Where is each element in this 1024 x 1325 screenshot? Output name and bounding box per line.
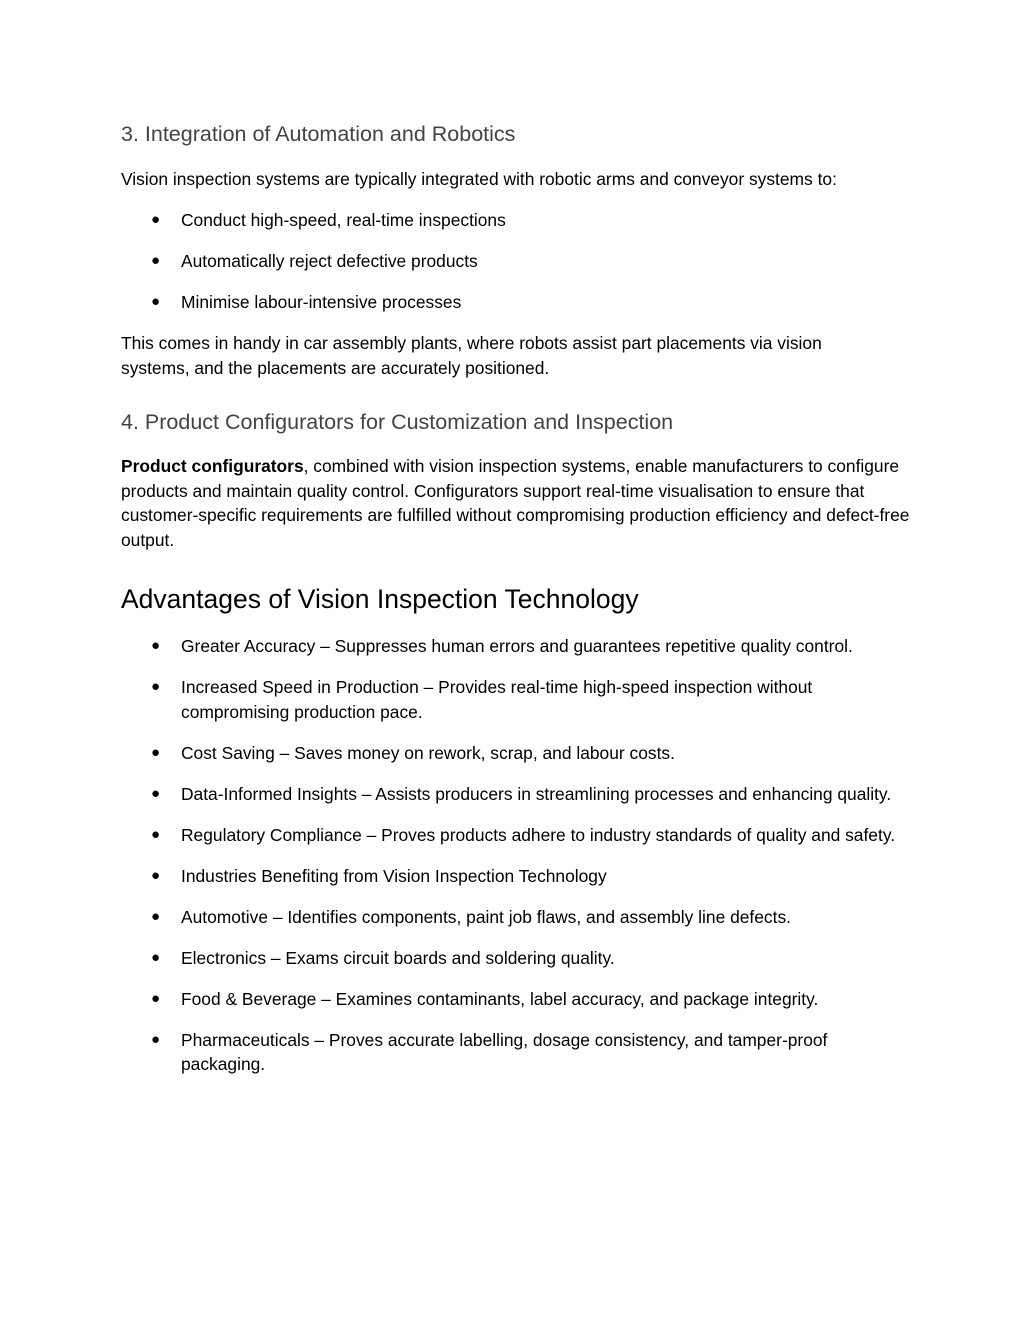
list-item	[121, 905, 911, 930]
list-item	[121, 1028, 911, 1077]
list-item	[121, 249, 901, 274]
list-item-text: Greater Accuracy – Suppresses human errors and guarantees repetitive quality control.	[181, 636, 853, 656]
list-item	[121, 290, 901, 315]
list-item-text: Data-Informed Insights – Assists producers in streamlining processes and enhancing quality.	[181, 783, 892, 804]
list-item-text: Pharmaceuticals – Proves accurate labelling, dosage consistency, and tamper-proof packaging.	[181, 1029, 828, 1074]
section3-bullet-list	[121, 208, 901, 315]
list-item	[121, 675, 911, 724]
list-item-text: Conduct high-speed, real-time inspections	[181, 210, 506, 230]
list-item-text: Automatically reject defective products	[181, 251, 478, 271]
list-item-text: Regulatory Compliance – Proves products adhere to industry standards of quality and safety.	[181, 824, 896, 845]
list-item	[121, 946, 911, 971]
list-item	[121, 864, 911, 889]
list-item	[121, 823, 911, 848]
bullet-icon: ●	[151, 784, 161, 802]
list-item	[121, 782, 911, 807]
section-heading-advantages: Advantages of Vision Inspection Technology	[121, 584, 639, 614]
section-heading-automation-robotics: 3. Integration of Automation and Robotics	[121, 122, 516, 146]
section3-intro-paragraph: Vision inspection systems are typically integrated with robotic arms and conveyor systems to:	[121, 169, 837, 189]
bullet-icon: ●	[151, 252, 161, 269]
bullet-icon: ●	[151, 866, 161, 884]
list-item	[121, 208, 901, 233]
list-item	[121, 987, 911, 1012]
bullet-icon: ●	[151, 1030, 161, 1048]
list-item-text: Industries Benefiting from Vision Inspection Technology	[181, 865, 607, 886]
list-item	[121, 634, 911, 659]
section3-body-paragraph: This comes in handy in car assembly plants, where robots assist part placements via vision systems, and the placements are accurately positioned.	[121, 333, 822, 378]
advantages-bullet-list	[121, 634, 911, 1077]
section4-body-text: , combined with vision inspection systems, enable manufacturers to configure products and maintain quality control. Configurators support real-time visualisation to ensure that customer-specific requirements are fulfilled without compromising production efficiency and defect-free output.	[121, 456, 910, 550]
section4-body-paragraph	[121, 454, 911, 552]
list-item-text: Automotive – Identifies components, paint job flaws, and assembly line defects.	[181, 906, 791, 927]
product-configurators-bold-term: Product configurators	[121, 456, 304, 476]
list-item-text: Increased Speed in Production – Provides real-time high-speed inspection without compromising production pace.	[181, 677, 813, 722]
bullet-icon: ●	[151, 637, 161, 654]
list-item	[121, 741, 911, 766]
list-item-text: Food & Beverage – Examines contaminants, label accuracy, and package integrity.	[181, 988, 819, 1009]
list-item-text: Cost Saving – Saves money on rework, scrap, and labour costs.	[181, 742, 675, 763]
list-item-text: Minimise labour-intensive processes	[181, 292, 462, 312]
section-heading-product-configurators: 4. Product Configurators for Customization and Inspection	[121, 410, 674, 434]
bullet-icon: ●	[151, 293, 161, 310]
bullet-icon: ●	[151, 989, 161, 1007]
bullet-icon: ●	[151, 825, 161, 843]
bullet-icon: ●	[151, 907, 161, 925]
bullet-icon: ●	[151, 948, 161, 966]
bullet-icon: ●	[151, 743, 161, 761]
list-item-text: Electronics – Exams circuit boards and soldering quality.	[181, 947, 615, 968]
bullet-icon: ●	[151, 678, 161, 695]
bullet-icon: ●	[151, 211, 161, 228]
